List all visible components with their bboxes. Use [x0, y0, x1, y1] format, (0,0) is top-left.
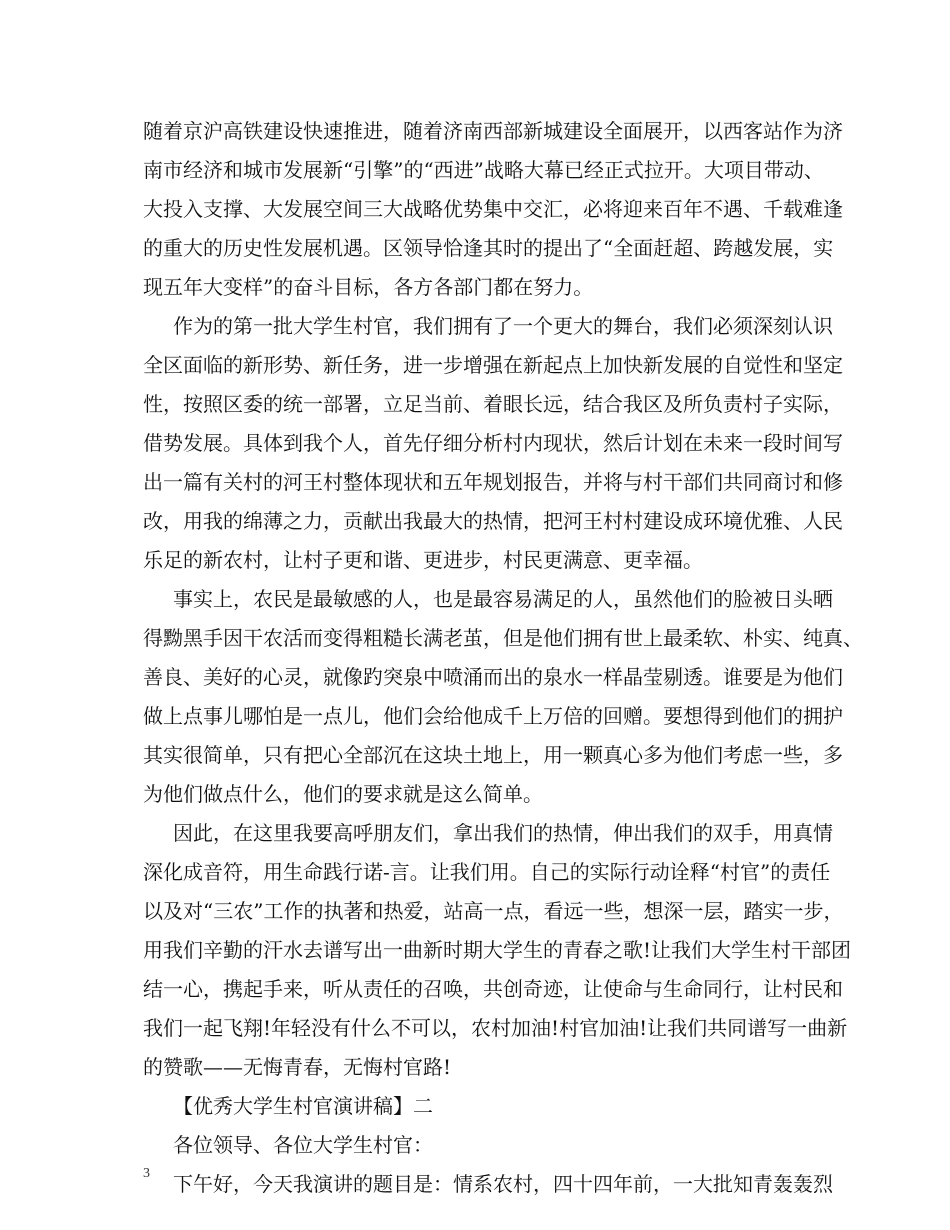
- text-line: 以及对“三农”工作的执著和热爱，站高一点，看远一些，想深一层，踏实一步，: [143, 899, 844, 923]
- text-line: 全区面临的新形势、新任务，进一步增强在新起点上加快新发展的自觉性和坚定: [143, 353, 843, 377]
- salutation: [143, 1126, 813, 1165]
- paragraph-3: [143, 580, 863, 814]
- heading-line: 【优秀大学生村官演讲稿】二: [173, 1094, 433, 1118]
- text-line: 改，用我的绵薄之力，贡献出我最大的热情，把河王村村建设成环境优雅、人民: [143, 509, 843, 533]
- text-line: 事实上，农民是最敏感的人，也是最容易满足的人，虽然他们的脸被日头晒: [173, 587, 833, 611]
- paragraph-2: [143, 307, 843, 580]
- text-line: 得黝黑手因干农活而变得粗糙长满老茧，但是他们拥有世上最柔软、朴实、纯真、: [143, 626, 863, 650]
- paragraph-1: [143, 112, 843, 307]
- text-line: 深化成音符，用生命践行诺-言。让我们用。自己的实际行动诠释“村官”的责任: [143, 860, 831, 884]
- text-line: 我们一起飞翔!年轻没有什么不可以，农村加油!村官加油!让我们共同谱写一曲新: [143, 1016, 848, 1040]
- text-line: 出一篇有关村的河王村整体现状和五年规划报告，并将与村干部们共同商讨和修: [143, 470, 843, 494]
- text-line: 结一心，携起手来，听从责任的召唤，共创奇迹，让使命与生命同行，让村民和: [143, 977, 843, 1001]
- page-number: 3: [143, 1166, 150, 1181]
- salutation-line: 各位领导、各位大学生村官：: [173, 1133, 433, 1157]
- text-line: 借势发展。具体到我个人，首先仔细分析村内现状，然后计划在未来一段时间写: [143, 431, 843, 455]
- text-line: 用我们辛勤的汗水去谱写出一曲新时期大学生的青春之歌!让我们大学生村干部团: [143, 938, 852, 962]
- text-line: 的赞歌——无悔青春，无悔村官路!: [143, 1055, 452, 1079]
- text-line: 南市经济和城市发展新“引擎”的“西进”战略大幕已经正式拉开。大项目带动、: [143, 158, 824, 182]
- document-body: [143, 112, 863, 1204]
- text-line: 善良、美好的心灵，就像趵突泉中喷涌而出的泉水一样晶莹剔透。谁要是为他们: [143, 665, 843, 689]
- text-line: 做上点事儿哪怕是一点儿，他们会给他成千上万倍的回赠。要想得到他们的拥护: [143, 704, 843, 728]
- paragraph-opening: [143, 1165, 833, 1204]
- text-line: 大投入支撑、大发展空间三大战略优势集中交汇，必将迎来百年不遇、千载难逢: [143, 197, 843, 221]
- text-line: 随着京沪高铁建设快速推进，随着济南西部新城建设全面展开，以西客站作为济: [143, 119, 843, 143]
- section-heading: [143, 1087, 813, 1126]
- text-line: 性，按照区委的统一部署，立足当前、着眼长远，结合我区及所负责村子实际，: [143, 392, 843, 416]
- text-line: 乐足的新农村，让村子更和谐、更进步，村民更满意、更幸福。: [143, 548, 703, 572]
- paragraph-4: [143, 814, 852, 1087]
- text-line: 因此，在这里我要高呼朋友们，拿出我们的热情，伸出我们的双手，用真情: [173, 821, 833, 845]
- text-line: 的重大的历史性发展机遇。区领导恰逢其时的提出了“全面赶超、跨越发展，实: [143, 236, 834, 260]
- text-line: 现五年大变样”的奋斗目标，各方各部门都在努力。: [143, 275, 594, 299]
- text-line: 下午好，今天我演讲的题目是：情系农村，四十四年前，一大批知青轰轰烈: [173, 1172, 833, 1196]
- text-line: 为他们做点什么，他们的要求就是这么简单。: [143, 782, 543, 806]
- text-line: 作为的第一批大学生村官，我们拥有了一个更大的舞台，我们必须深刻认识: [173, 314, 833, 338]
- text-line: 其实很简单，只有把心全部沉在这块土地上，用一颗真心多为他们考虑一些，多: [143, 743, 843, 767]
